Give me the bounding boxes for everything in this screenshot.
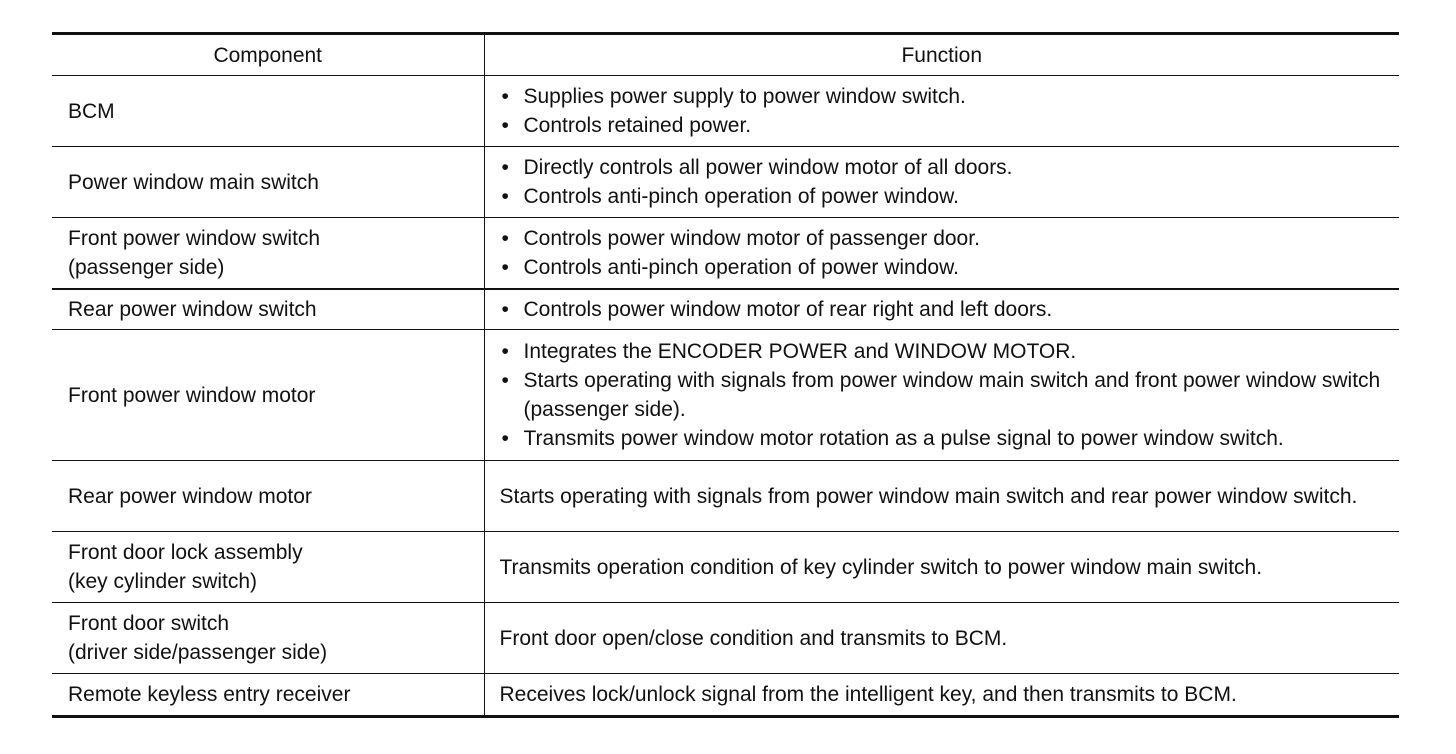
function-cell bbox=[484, 532, 1399, 603]
component-label: Rear power window switch bbox=[68, 298, 317, 321]
function-list bbox=[500, 224, 1392, 282]
component-cell bbox=[52, 330, 484, 461]
component-label: Power window main switch bbox=[68, 170, 319, 194]
component-label: Front door lock assembly bbox=[68, 541, 303, 564]
table-row-front-power-window-motor bbox=[52, 330, 1399, 461]
function-text: Starts operating with signals from power window main switch and rear power window switch. bbox=[499, 484, 1358, 508]
function-cell bbox=[484, 461, 1399, 532]
component-label: Front power window switch bbox=[68, 227, 321, 250]
component-label: Rear power window motor bbox=[68, 484, 312, 508]
function-text: Controls retained power. bbox=[523, 114, 752, 137]
table-row-front-door-switch bbox=[52, 603, 1399, 674]
bullet-icon: • bbox=[501, 114, 509, 137]
list-item bbox=[500, 424, 1392, 453]
component-cell bbox=[52, 674, 484, 717]
component-cell bbox=[52, 289, 484, 330]
table-header-row bbox=[52, 34, 1399, 76]
component-cell bbox=[52, 532, 484, 603]
function-text: Supplies power supply to power window switch. bbox=[523, 85, 966, 108]
table-row-power-window-main-switch bbox=[52, 147, 1399, 218]
function-text: Controls power window motor of passenger door. bbox=[523, 227, 980, 250]
bullet-icon: • bbox=[501, 227, 509, 250]
bullet-icon: • bbox=[501, 340, 509, 363]
table-row-remote-keyless-entry-receiver bbox=[52, 674, 1399, 717]
function-text: Front door open/close condition and transmits to BCM. bbox=[499, 626, 1008, 650]
function-cell bbox=[484, 218, 1399, 290]
table-row-rear-power-window-switch bbox=[52, 289, 1399, 330]
function-text: Directly controls all power window motor of all doors. bbox=[523, 156, 1013, 179]
component-cell bbox=[52, 76, 484, 147]
function-list bbox=[500, 337, 1392, 453]
component-cell bbox=[52, 147, 484, 218]
function-text: Controls power window motor of rear right and left doors. bbox=[523, 298, 1053, 321]
component-label: BCM bbox=[68, 99, 115, 123]
component-cell bbox=[52, 603, 484, 674]
component-function-table-wrapper bbox=[52, 32, 1399, 718]
function-cell bbox=[484, 147, 1399, 218]
component-label: Front power window motor bbox=[68, 383, 316, 407]
function-text: Integrates the ENCODER POWER and WINDOW MOTOR. bbox=[523, 340, 1077, 363]
function-text: Starts operating with signals from power window main switch and front power window switch (passenger side). bbox=[523, 369, 1381, 421]
bullet-icon: • bbox=[501, 427, 509, 450]
bullet-icon: • bbox=[501, 185, 509, 208]
table-row-front-door-lock-assembly bbox=[52, 532, 1399, 603]
function-text: Receives lock/unlock signal from the intelligent key, and then transmits to BCM. bbox=[499, 683, 1237, 706]
function-list bbox=[500, 153, 1392, 211]
component-sublabel: (passenger side) bbox=[68, 256, 225, 279]
function-cell bbox=[484, 76, 1399, 147]
function-text: Controls anti-pinch operation of power window. bbox=[523, 256, 959, 279]
list-item bbox=[500, 366, 1392, 424]
list-item bbox=[500, 224, 1392, 253]
component-cell bbox=[52, 218, 484, 290]
function-cell bbox=[484, 330, 1399, 461]
function-cell bbox=[484, 674, 1399, 717]
table-row-bcm bbox=[52, 76, 1399, 147]
table-row-rear-power-window-motor bbox=[52, 461, 1399, 532]
function-list bbox=[500, 82, 1392, 140]
list-item bbox=[500, 153, 1392, 182]
list-item bbox=[500, 295, 1392, 324]
function-cell bbox=[484, 289, 1399, 330]
component-sublabel: (key cylinder switch) bbox=[68, 570, 258, 593]
header-component: Component bbox=[52, 34, 484, 76]
bullet-icon: • bbox=[501, 369, 509, 392]
component-function-table bbox=[52, 32, 1399, 718]
function-text: Transmits operation condition of key cylinder switch to power window main switch. bbox=[499, 555, 1263, 579]
component-sublabel: (driver side/passenger side) bbox=[68, 641, 328, 664]
table-row-front-power-window-switch bbox=[52, 218, 1399, 290]
list-item bbox=[500, 82, 1392, 111]
function-text: Transmits power window motor rotation as a pulse signal to power window switch. bbox=[523, 427, 1284, 450]
list-item bbox=[500, 253, 1392, 282]
bullet-icon: • bbox=[501, 85, 509, 108]
bullet-icon: • bbox=[501, 298, 509, 321]
header-function: Function bbox=[901, 43, 983, 67]
component-cell bbox=[52, 461, 484, 532]
function-list bbox=[500, 295, 1392, 324]
function-text: Controls anti-pinch operation of power window. bbox=[523, 185, 959, 208]
list-item bbox=[500, 182, 1392, 211]
list-item bbox=[500, 111, 1392, 140]
list-item bbox=[500, 337, 1392, 366]
function-cell bbox=[484, 603, 1399, 674]
component-label: Remote keyless entry receiver bbox=[68, 683, 351, 706]
bullet-icon: • bbox=[501, 256, 509, 279]
bullet-icon: • bbox=[501, 156, 509, 179]
component-label: Front door switch bbox=[68, 612, 230, 635]
